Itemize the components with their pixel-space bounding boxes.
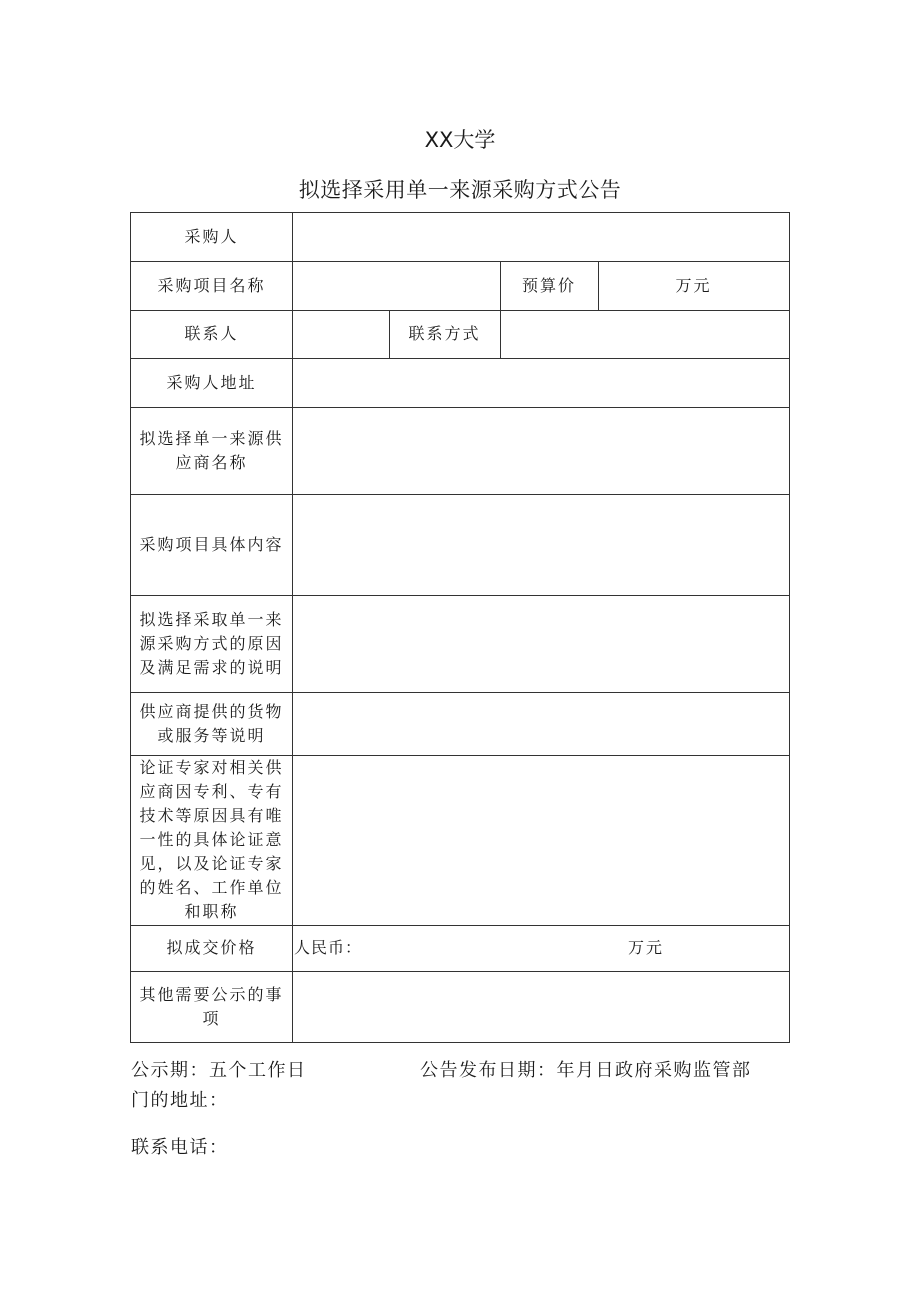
contact-method-label: 联系方式	[408, 324, 481, 343]
university-name: XX大学	[424, 128, 496, 152]
project-content-label: 采购项目具体内容	[139, 534, 284, 554]
goods-services-label: 供应商提供的货物或服务等说明	[139, 701, 284, 745]
budget-unit: 万元	[675, 275, 712, 295]
proposed-price-label: 拟成交价格	[166, 938, 257, 957]
contact-phone: 联系电话：	[131, 1137, 229, 1158]
column-divider	[292, 213, 293, 1042]
project-name-label: 采购项目名称	[157, 275, 266, 295]
rmb-label: 人民币：	[294, 938, 363, 957]
contact-person-label: 联系人	[184, 324, 239, 343]
purchaser-label: 采购人	[184, 227, 239, 246]
purchaser-address-label: 采购人地址	[166, 372, 257, 392]
column-divider	[500, 310, 501, 358]
expert-opinion-label: 论证专家对相关供应商因专利、专有技术等原因具有唯一性的具体论证意见，以及论证专家的姓名、工作单位和职称	[139, 758, 284, 921]
supplier-name-label: 拟选择单一来源供应商名称	[139, 428, 284, 472]
announcement-table	[130, 212, 790, 1043]
notice-period: 公示期：五个工作日	[131, 1060, 307, 1081]
budget-label: 预算价	[521, 275, 576, 295]
other-matters-label: 其他需要公示的事项	[139, 984, 284, 1028]
publish-date: 公告发布日期：年月日政府采购监管部	[420, 1060, 752, 1081]
price-unit: 万元	[627, 938, 664, 957]
supervision-address: 门的地址：	[131, 1090, 229, 1111]
document-title: 拟选择采用单一来源采购方式公告	[298, 178, 622, 202]
reason-label: 拟选择采取单一来源采购方式的原因及满足需求的说明	[139, 609, 284, 677]
